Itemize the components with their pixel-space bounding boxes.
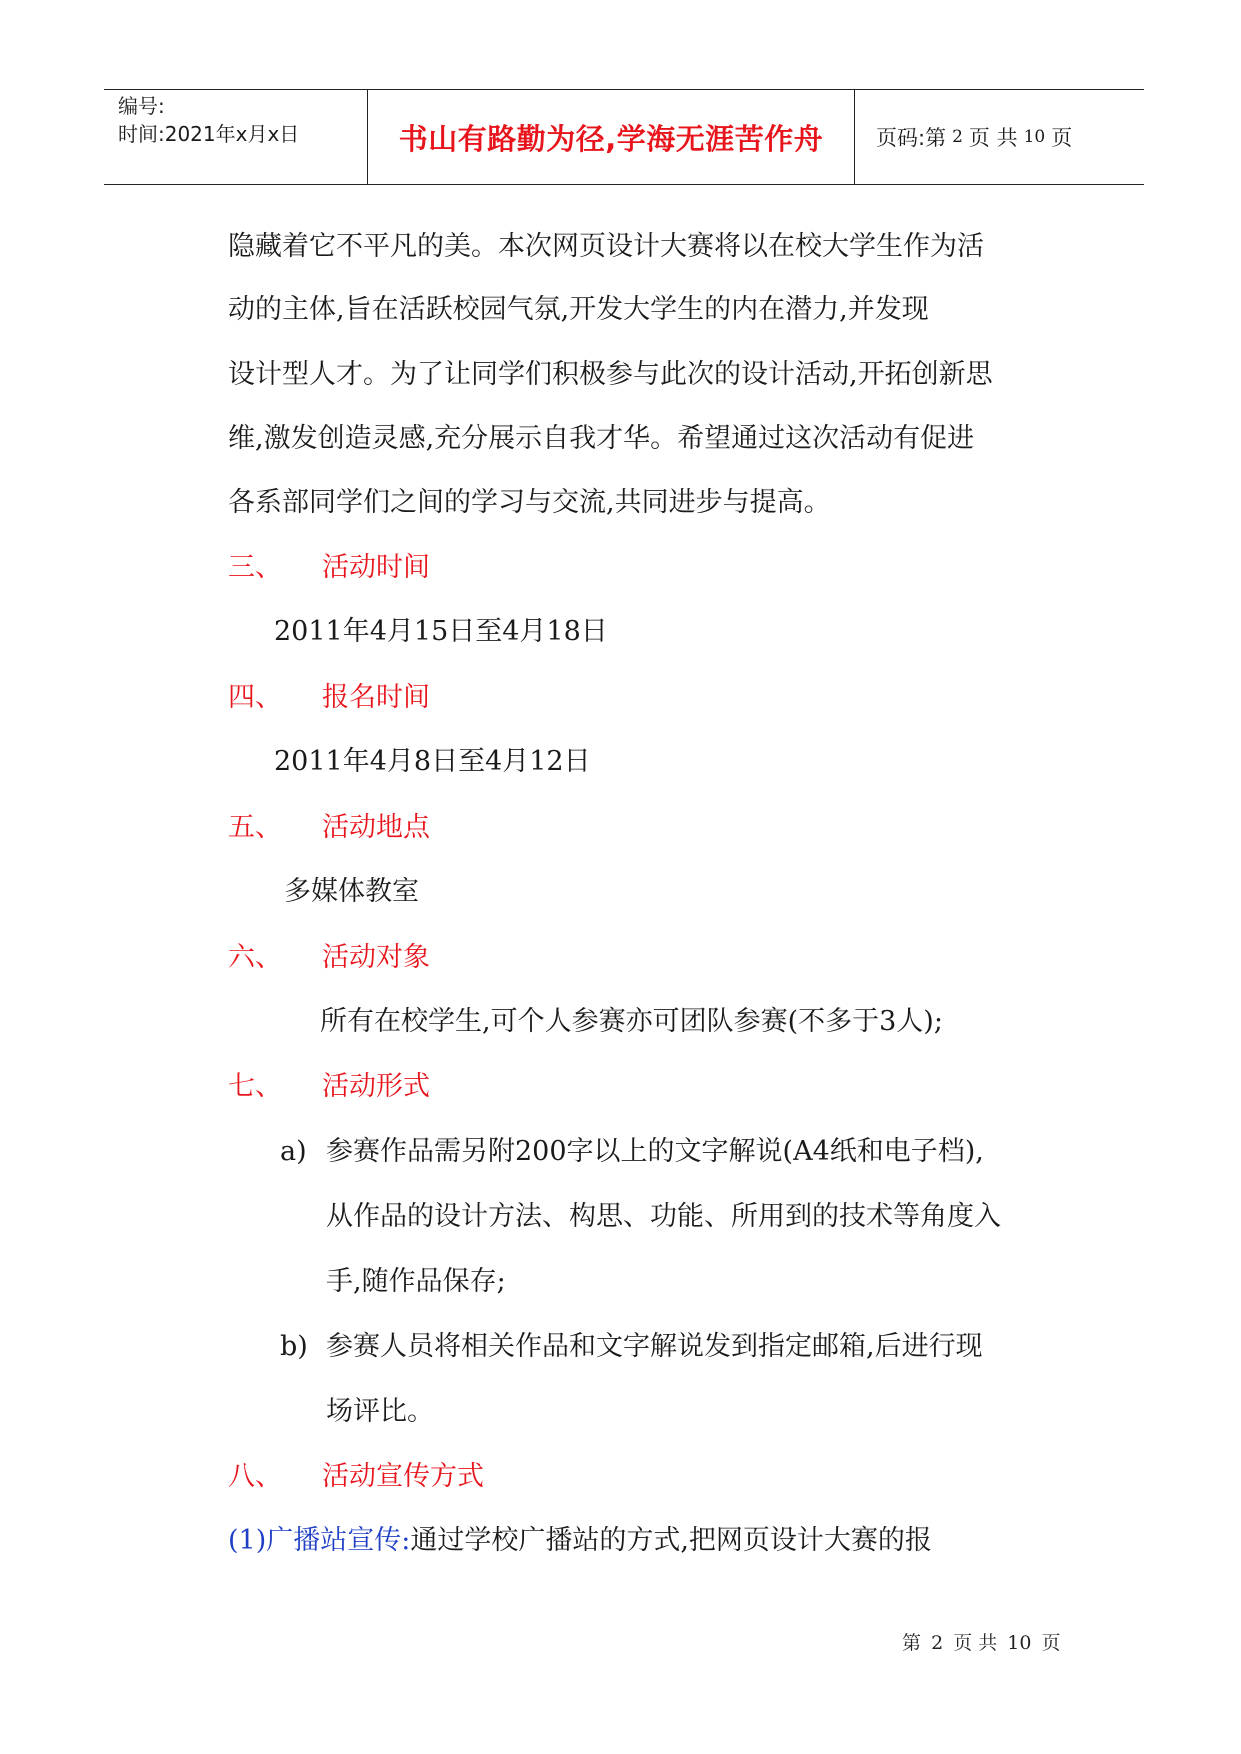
section-heading-format: [228, 1069, 430, 1105]
footer-mid: 页 共: [953, 1632, 998, 1654]
section-index: 七、: [228, 1071, 282, 1102]
section-content: 2011年4月15日至4月18日: [274, 616, 608, 647]
page-suffix: 页: [1051, 126, 1073, 150]
footer-total: 10: [1007, 1632, 1032, 1654]
section-heading-audience: [228, 940, 430, 976]
list-item-line: 场评比。: [326, 1396, 434, 1427]
section-title: 活动形式: [322, 1071, 430, 1102]
list-item-line: 从作品的设计方法、构思、功能、所用到的技术等角度入: [326, 1201, 1001, 1232]
section-heading-time: [228, 550, 430, 586]
time-label: 时间:2021年x月x日: [118, 122, 300, 146]
section-title: 活动宣传方式: [322, 1461, 484, 1492]
section-index: 八、: [228, 1461, 282, 1492]
intro-line: 隐藏着它不平凡的美。本次网页设计大赛将以在校大学生作为活: [228, 231, 984, 262]
number-label: 编号:: [118, 94, 165, 118]
publicity-text: 通过学校广播站的方式,把网页设计大赛的报: [410, 1525, 932, 1556]
section-content: 所有在校学生,可个人参赛亦可团队参赛(不多于3人);: [320, 1006, 943, 1037]
intro-line: 设计型人才。为了让同学们积极参与此次的设计活动,开拓创新思: [228, 359, 993, 390]
list-marker-b: b): [280, 1331, 308, 1362]
page-total: 10: [1023, 127, 1046, 147]
section-content: 2011年4月8日至4月12日: [274, 746, 591, 777]
page-footer: [900, 1628, 1063, 1655]
list-item-line: 参赛作品需另附200字以上的文字解说(A4纸和电子档),: [326, 1136, 984, 1167]
section-heading-registration: [228, 680, 430, 716]
intro-line: 动的主体,旨在活跃校园气氛,开发大学生的内在潜力,并发现: [228, 294, 929, 325]
footer-suffix: 页: [1041, 1632, 1061, 1654]
section-title: 活动时间: [322, 552, 430, 583]
section-index: 三、: [228, 552, 282, 583]
footer-prefix: 第: [902, 1632, 922, 1654]
section-index: 四、: [228, 682, 282, 713]
page-mid: 页 共: [968, 126, 1018, 150]
list-item-line: 手,随作品保存;: [326, 1266, 506, 1297]
list-item-line: 参赛人员将相关作品和文字解说发到指定邮箱,后进行现: [326, 1331, 983, 1362]
list-marker-a: a): [280, 1136, 307, 1167]
header-meta: [104, 90, 368, 184]
section-index: 六、: [228, 942, 282, 973]
header-motto: 书山有路勤为径,学海无涯苦作舟: [368, 90, 855, 184]
section-title: 活动对象: [322, 942, 430, 973]
page-prefix: 页码:第: [876, 126, 947, 150]
intro-line: 各系部同学们之间的学习与交流,共同进步与提高。: [228, 487, 831, 518]
publicity-label: (1)广播站宣传:: [228, 1525, 411, 1556]
section-heading-publicity: [228, 1459, 484, 1495]
section-index: 五、: [228, 812, 282, 843]
section-title: 报名时间: [322, 682, 430, 713]
section-title: 活动地点: [322, 812, 430, 843]
page-header: [104, 89, 1144, 185]
section-content: 多媒体教室: [284, 876, 419, 907]
intro-line: 维,激发创造灵感,充分展示自我才华。希望通过这次活动有促进: [228, 423, 975, 454]
footer-current: 2: [931, 1632, 944, 1654]
publicity-line: [228, 1523, 932, 1559]
section-heading-location: [228, 810, 430, 846]
page-current: 2: [952, 127, 963, 147]
header-page-info: [854, 90, 1144, 184]
